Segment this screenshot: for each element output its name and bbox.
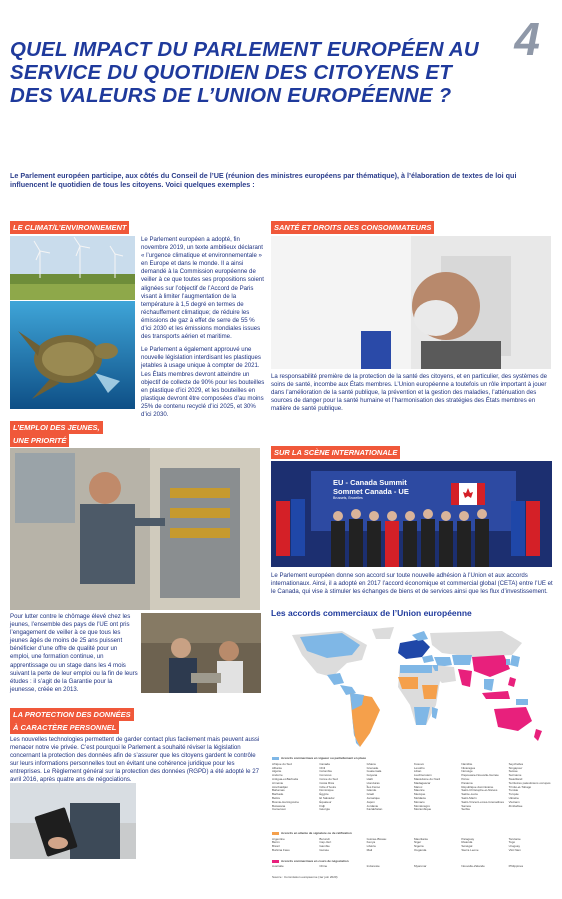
legend-adopted [272,832,552,836]
legend-country: Tunisie [508,788,519,793]
legend-country: Libéria [366,844,376,849]
map-legend [272,757,552,880]
legend-country: Namibie [461,761,473,766]
legend-country: Kosovo [413,761,424,766]
legend-country: Brésil [272,844,280,849]
legend-country: Myanmar [413,864,427,869]
legend-country: Samoa [461,803,471,808]
legend-country: Mali [366,847,373,852]
legend-country: Tanzanie [508,836,521,841]
legend-country: Rwanda [461,840,473,845]
legend-country: Géorgie [319,807,331,812]
map-philippines [508,677,516,687]
legend-country: Albanie [272,765,283,770]
legend-country: Bahamas [272,788,285,793]
legend-country: Israël [366,792,374,797]
legend-country: Madagascar [413,780,431,785]
legend-country: Panama [461,780,473,785]
map-greenland [372,627,394,639]
legend-country: Argentine [272,836,285,841]
map-title: Les accords commerciaux de l’Union européenne [271,608,472,618]
legend-country: Corée du Sud [319,776,338,781]
legend-country: Algérie [272,769,282,774]
legend-country: Gambie [319,844,330,849]
map-vietnam [484,679,494,691]
legend-country: Nigeria [413,844,424,849]
map-japan [510,655,520,667]
wind-turbines-photo [10,236,135,300]
legend-country: Haïti [366,776,373,781]
legend-country: Singapour [508,765,523,770]
legend-country: Australie [272,864,284,869]
map-korea [506,659,510,665]
legend-country: Côte d’Ivoire [319,784,337,789]
legend-country: Afrique du Sud [272,761,292,766]
legend-country: Sainte-Lucie [461,792,478,797]
legend-country: Moldavie [413,795,426,800]
summit-banner-line1: EU - Canada Summit [333,478,407,487]
legend-list-negotiation [272,865,552,874]
map-central-asia [452,655,472,665]
legend-country: Honduras [366,780,380,785]
map-new-zealand [534,729,542,741]
map-papua [516,699,528,705]
legend-country: Seychelles [508,761,524,766]
legend-country: Maurice [413,788,425,793]
legend-label: Accords commerciaux en vigueur ou partiellement en place [281,756,367,760]
map-india [458,669,472,687]
legend-country: Dominique [319,788,334,793]
legend-country: Mozambique [413,807,432,812]
workshop-photo [141,613,261,693]
legend-country: Belize [272,795,281,800]
legend-list-adopted [272,838,552,858]
legend-country: Paraguay [461,836,475,841]
legend-country: Andorre [272,773,283,778]
legend-country: Sénégal [461,844,473,849]
map-eu [398,639,430,659]
legend-list-in-force [272,763,552,830]
legend-country: Uruguay [508,844,520,849]
summit-banner [333,478,409,501]
legend-country: Égypte [319,792,329,797]
legend-country: Canada [319,761,330,766]
legend-country: Chili [319,765,326,770]
legend-country: Liban [413,769,422,774]
legend-swatch [272,860,279,863]
legend-country: Îles Féroé [366,784,380,789]
legend-country: Lesotho [413,765,425,770]
legend-country: Niger [413,840,422,845]
youth-text: Pour lutter contre le chômage élevé chez les jeunes, l’ensemble des pays de l’UE ont pris l’engagement de veiller à ce que tous les jeunes âgés de moins de 25 ans puissent bénéficier d’une offre de qualité pour un emploi, une formation continue, un apprentissage ou un stage dans les 4 mois suivant la perte de leur emploi ou la fin de leurs études : il s’agit de la Garantie pour la jeunesse, créée en 2013. [10,613,138,693]
legend-country: Bénin [272,840,280,845]
world-tag: SUR LA SCÈNE INTERNATIONALE [271,446,400,459]
legend-label: Accords en attente de signature ou de ratification [281,830,352,835]
legend-country: Monténégro [413,803,430,808]
legend-country: Swaziland [508,776,523,781]
legend-country: Maroc [413,784,423,789]
legend-country: Suisse [508,769,518,774]
legend-country: Liechtenstein [413,773,432,778]
apprentice-photo [10,448,260,610]
data-tag-line1: LA PROTECTION DES DONNÉES [10,708,134,721]
legend-country: Monaco [413,799,425,804]
legend-country: Ouganda [413,847,427,852]
legend-country: Papouasie-Nouvelle-Guinée [461,773,499,778]
youth-tag-line1: L’EMPLOI DES JEUNES, [10,421,103,434]
map-norway [412,631,428,641]
map-north-africa [400,665,432,673]
map-balkans [422,655,434,663]
legend-swatch [272,832,279,835]
legend-country: Territoires palestiniens occupés [508,780,551,785]
legend-country: Pérou [461,776,470,781]
legend-country: Costa Rica [319,780,334,785]
youth-tag-line2: UNE PRIORITÉ [10,434,69,447]
legend-country: Cap-Vert [319,840,332,845]
legend-country: Serbie [461,807,470,812]
data-text: Les nouvelles technologies permettent de garder contact plus facilement mais peuvent aussi menacer notre vie privée. C’est pourquoi le Parlement a souhaité réviser la législation concernant la protection des données afin de s’assurer que les citoyens gardent le contrôle sur leurs informations personnelles tout en évitant une cohérence juridique pour les entreprises. Le Règlement général sur la protection des données (RGPD) a été adopté le 27 avril 2016, après quatre ans de négociations. [10,736,260,784]
map-source: Source : Commission européenne (1er juin 2020) [272,875,338,880]
trade-agreements-map [272,625,550,755]
legend-country: Fidji [319,803,325,808]
legend-country: El Salvador [319,795,335,800]
consumers-tag: SANTÉ ET DROITS DES CONSOMMATEURS [271,221,434,234]
world-text: Le Parlement européen donne son accord sur toute nouvelle adhésion à l’Union et aux accords internationaux. Ainsi, il a adopté en 2017 l’accord économique et commercial global (CETA) entre l’UE et le Canada, qui vise à stimuler les échanges de biens et de services ainsi que les flux d’investissement. [271,572,553,596]
map-southern-africa [414,707,430,725]
legend-country: Ghana [366,761,376,766]
legend-country: Chine [319,864,328,869]
legend-country: Viêt Nam [508,847,521,852]
map-east-africa [422,685,438,699]
climate-text [141,236,265,424]
legend-country: Philippines [508,864,524,869]
legend-country: Kenya [366,840,376,845]
legend-country: Saint-Christophe-et-Niévès [461,788,498,793]
map-mexico [327,673,344,685]
legend-country: Guyana [366,773,378,778]
summit-banner-line2: Sommet Canada - UE [333,487,409,496]
map-australia [494,707,532,731]
legend-swatch [272,757,279,760]
legend-country: République dominicaine [461,784,494,789]
map-central-america [340,685,356,695]
legend-country: Guinée [319,847,330,852]
map-russia [430,631,522,657]
legend-country: Guinée-Bissau [366,836,387,841]
legend-country: Saint-Marin [461,795,477,800]
map-china [472,655,510,677]
legend-negotiation [272,860,552,864]
legend-country: Nicaragua [461,765,475,770]
legend-country: Turquie [508,792,519,797]
legend-country: Japon [366,799,375,804]
legend-country: Comores [319,773,332,778]
legend-country: Grenade [366,765,379,770]
legend-country: Ukraine [508,795,519,800]
legend-country: Sierra Leone [461,847,479,852]
legend-country: Nouvelle-Zélande [461,864,485,869]
legend-country: Vietnam [508,799,520,804]
legend-country: Kazakhstan [366,807,383,812]
legend-country: Burkina Faso [272,847,290,852]
legend-country: Macédoine du Nord [413,776,441,781]
sea-turtle-photo [10,301,135,409]
legend-country: Équateur [319,799,332,804]
legend-in-force [272,757,552,761]
legend-country: Colombie [319,769,333,774]
legend-country: Mauritanie [413,836,428,841]
legend-country: Suriname [508,773,522,778]
summit-banner-line3: Brussels, Bruxelles [333,496,363,500]
legend-country: Barbade [272,792,284,797]
legend-country: Mexique [413,792,426,797]
tablet-photo [10,783,136,859]
map-indonesia [482,691,510,699]
summit-photo [271,461,552,567]
legend-country: Islande [366,788,377,793]
legend-country: Zimbabwe [508,803,523,808]
page-number: 4 [514,13,540,65]
legend-country: Arménie [272,780,284,785]
legend-country: Jamaïque [366,795,380,800]
legend-country: Antigua-et-Barbuda [272,776,299,781]
climate-paragraph-2: Le Parlement a également approuvé une nouvelle législation interdisant les plastiques jetables à usage unique à compter de 2021. Les États membres devront atteindre un objectif de collecte de 90% pour les bouteilles en plastique d’ici 2029, et les bouteilles en plastique devront être composées d’au moins 25% de contenu recyclé d’ici 2025, et 30% d’ici 2030. [141,346,265,418]
mask-photo [271,236,551,369]
legend-label: Accords commerciaux en cours de négociation [281,858,349,863]
legend-country: Botswana [272,803,286,808]
legend-country: Norvège [461,769,473,774]
legend-country: Trinité-et-Tobago [508,784,532,789]
climate-tag: LE CLIMAT/L’ENVIRONNEMENT [10,221,129,234]
legend-country: Bosnie-Herzégovine [272,799,300,804]
page-title: QUEL IMPACT DU PARLEMENT EUROPÉEN AU SERVICE DU QUOTIDIEN DES CITOYENS ET DES VALEURS DE L’UNION EUROPÉENNE ? [10,38,479,107]
map-madagascar [432,707,438,719]
legend-country: Togo [508,840,516,845]
legend-country: Saint-Vincent-et-les-Grenadines [461,799,504,804]
legend-country: Guatemala [366,769,382,774]
legend-country: Burundi [319,836,330,841]
legend-country: Cameroun [272,807,287,812]
intro-text: Le Parlement européen participe, aux côtés du Conseil de l’UE (réunion des ministres européens par thématique), à l’élaboration de textes de loi qui influencent le quotidien de tous les citoyens. Voici quelques exemples : [10,171,517,190]
legend-country: Azerbaïdjan [272,784,289,789]
legend-country: Indonésie [366,864,380,869]
data-tag-line2: À CARACTÈRE PERSONNEL [10,721,119,734]
consumers-text: La responsabilité première de la protection de la santé des citoyens, et en particulier, des systèmes de soins de santé, incombe aux États membres. L’Union européenne a toutefois un rôle important à jouer dans l’amélioration de la santé publique, la prévention et la gestion des maladies, l’atténuation des sources de danger pour la santé humaine et l’harmonisation des stratégies des États membres en matière de santé publique. [271,373,548,413]
legend-country: Jordanie [366,803,379,808]
climate-paragraph-1: Le Parlement européen a adopté, fin novembre 2019, un texte ambitieux déclarant « l’urgence climatique et environnementale » en Europe et dans le monde. Il a ainsi demandé à la Commission européenne de veiller à ce que toutes ses propositions soient alignées sur l’objectif de l’Accord de Paris visant à limiter l’augmentation de la température à 1,5 degré en termes de réchauffement climatique; de réduire les émissions de gaz à effet de serre de 55 % d’ici 2030 et les émissions mondiales issues des transports aérien et maritime. [141,236,264,341]
